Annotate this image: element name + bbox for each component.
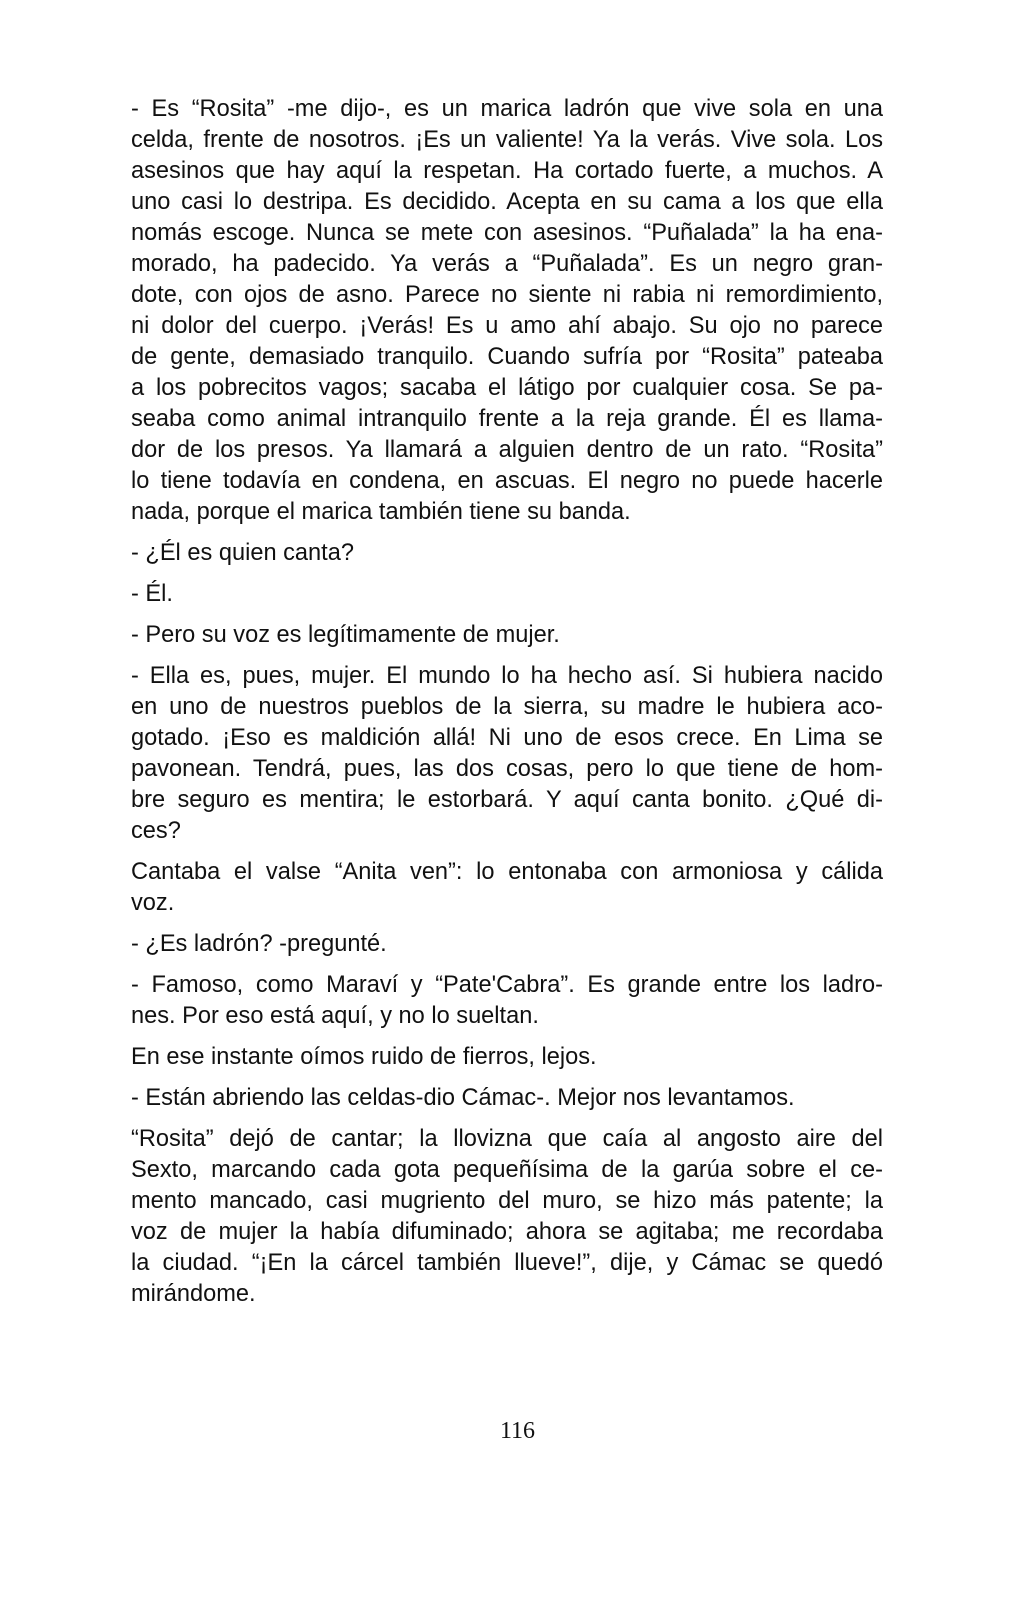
text-line: - Pero su voz es legítimamente de mujer.: [131, 622, 560, 648]
body-text: [131, 94, 883, 1320]
text-line: celda, frente de nosotros. ¡Es un valiente! Ya la verás. Vive sola. Los: [131, 127, 883, 153]
text-line: voz de mujer la había difuminado; ahora se agitaba; me recordaba: [131, 1219, 883, 1245]
paragraph: [131, 620, 883, 651]
text-line: - Famoso, como Maraví y “Pate'Cabra”. Es grande entre los ladro-: [131, 972, 883, 998]
paragraph: [131, 857, 883, 919]
text-line: mento mancado, casi mugriento del muro, se hizo más patente; la: [131, 1188, 883, 1214]
text-line: uno casi lo destripa. Es decidido. Acepta en su cama a los que ella: [131, 189, 883, 215]
text-line: asesinos que hay aquí la respetan. Ha cortado fuerte, a muchos. A: [131, 158, 883, 184]
text-line: la ciudad. “¡En la cárcel también llueve!”, dije, y Cámac se quedó: [131, 1250, 883, 1276]
text-line: dor de los presos. Ya llamará a alguien dentro de un rato. “Rosita”: [131, 437, 883, 463]
paragraph: [131, 1083, 883, 1114]
text-line: morado, ha padecido. Ya verás a “Puñalada”. Es un negro gran-: [131, 251, 883, 277]
text-line: Sexto, marcando cada gota pequeñísima de la garúa sobre el ce-: [131, 1157, 883, 1183]
text-line: mirándome.: [131, 1281, 256, 1307]
paragraph: [131, 929, 883, 960]
paragraph: [131, 1042, 883, 1073]
text-line: voz.: [131, 890, 175, 916]
text-line: seaba como animal intranquilo frente a la reja grande. Él es llama-: [131, 406, 883, 432]
text-line: nomás escoge. Nunca se mete con asesinos. “Puñalada” la ha ena-: [131, 220, 883, 246]
text-line: de gente, demasiado tranquilo. Cuando sufría por “Rosita” pateaba: [131, 344, 883, 370]
paragraph: [131, 661, 883, 847]
text-line: Cantaba el valse “Anita ven”: lo entonaba con armoniosa y cálida: [131, 859, 883, 885]
text-line: nada, porque el marica también tiene su banda.: [131, 499, 631, 525]
paragraph: [131, 1124, 883, 1310]
text-line: pavonean. Tendrá, pues, las dos cosas, pero lo que tiene de hom-: [131, 756, 883, 782]
paragraph: [131, 538, 883, 569]
text-line: “Rosita” dejó de cantar; la llovizna que caía al angosto aire del: [131, 1126, 883, 1152]
text-line: dote, con ojos de asno. Parece no siente ni rabia ni remordimiento,: [131, 282, 883, 308]
text-line: bre seguro es mentira; le estorbará. Y aquí canta bonito. ¿Qué di-: [131, 787, 883, 813]
text-line: a los pobrecitos vagos; sacaba el látigo por cualquier cosa. Se pa-: [131, 375, 883, 401]
text-line: - ¿Es ladrón? -pregunté.: [131, 931, 387, 957]
text-line: ces?: [131, 818, 181, 844]
text-line: - Él.: [131, 581, 173, 607]
paragraph: [131, 579, 883, 610]
text-line: lo tiene todavía en condena, en ascuas. El negro no puede hacerle: [131, 468, 883, 494]
text-line: - Ella es, pues, mujer. El mundo lo ha hecho así. Si hubiera nacido: [131, 663, 883, 689]
page-number: 116: [499, 1418, 536, 1444]
text-line: - Es “Rosita” -me dijo-, es un marica ladrón que vive sola en una: [131, 96, 883, 122]
text-line: - Están abriendo las celdas-dio Cámac-. Mejor nos levantamos.: [131, 1085, 795, 1111]
text-line: nes. Por eso está aquí, y no lo sueltan.: [131, 1003, 539, 1029]
text-line: - ¿Él es quien canta?: [131, 540, 354, 566]
paragraph: [131, 970, 883, 1032]
text-line: gotado. ¡Eso es maldición allá! Ni uno de esos crece. En Lima se: [131, 725, 883, 751]
text-line: En ese instante oímos ruido de fierros, lejos.: [131, 1044, 597, 1070]
paragraph: [131, 94, 883, 528]
text-line: en uno de nuestros pueblos de la sierra, su madre le hubiera aco-: [131, 694, 883, 720]
text-line: ni dolor del cuerpo. ¡Verás! Es u amo ahí abajo. Su ojo no parece: [131, 313, 883, 339]
